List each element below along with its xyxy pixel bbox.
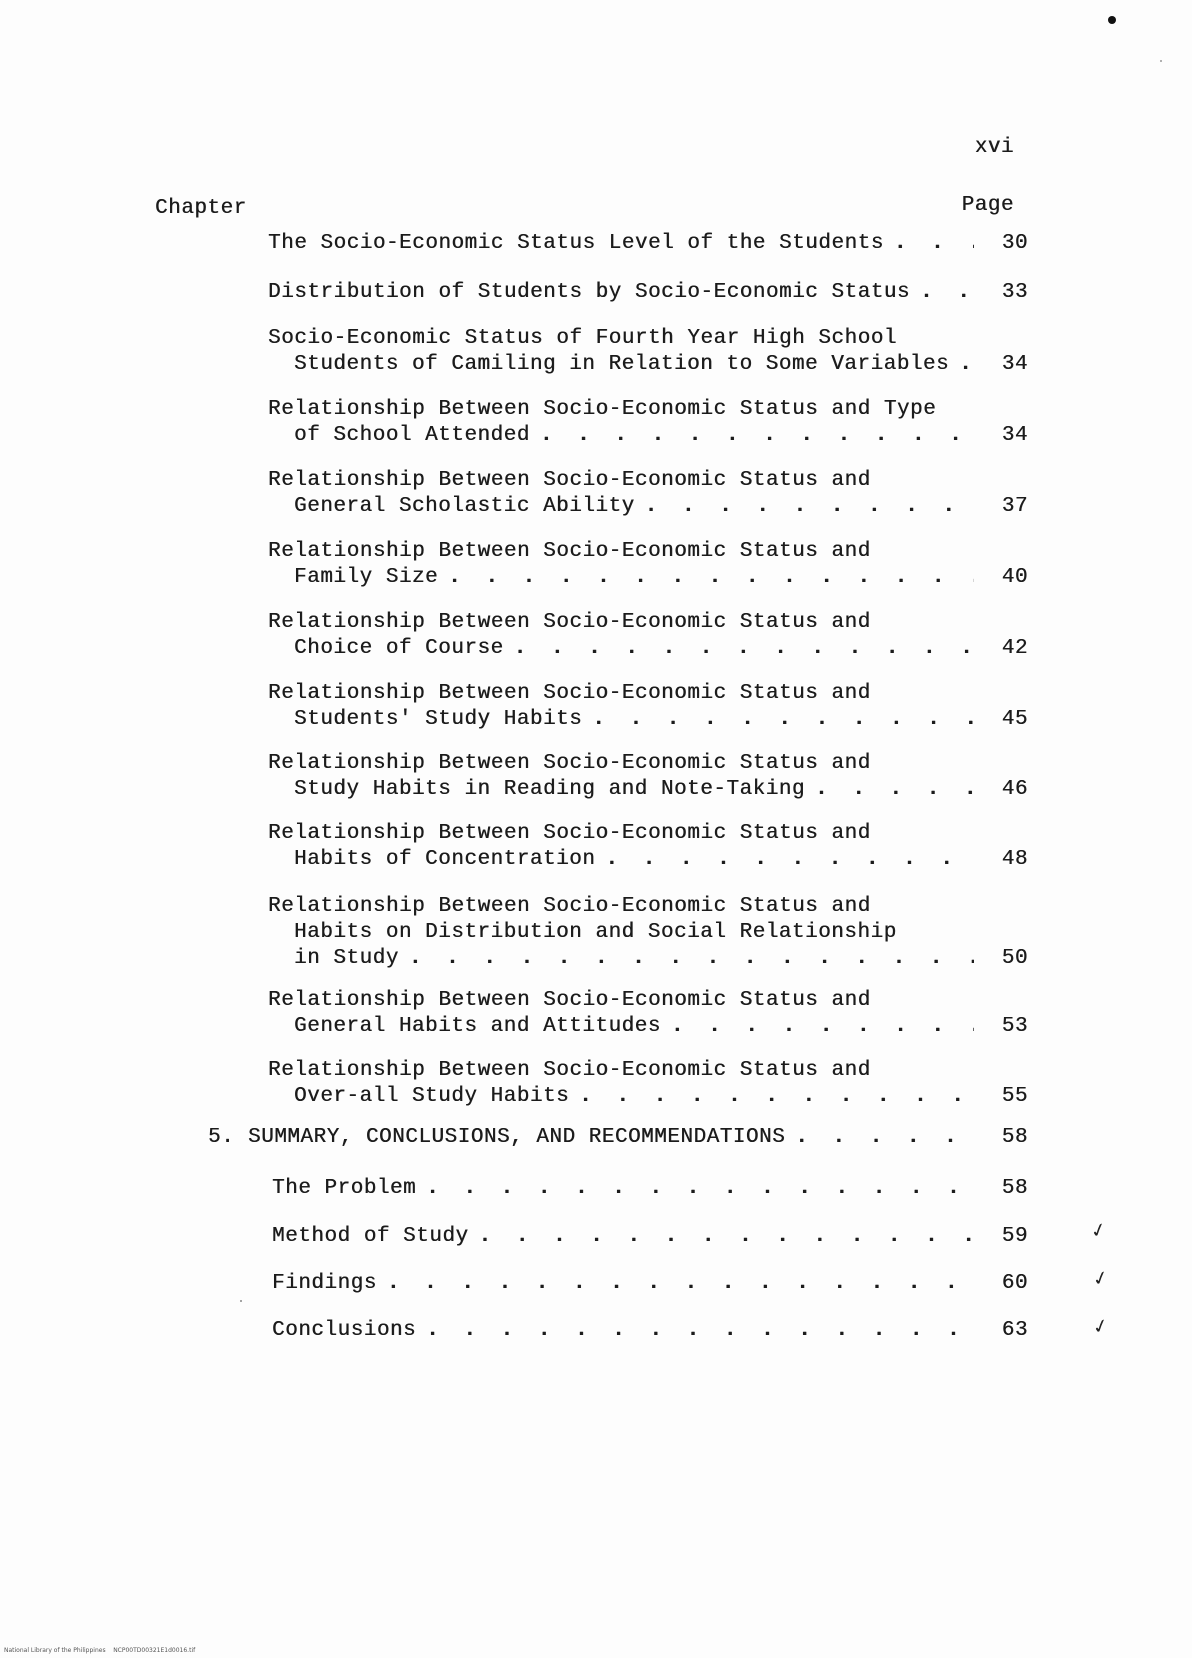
dot-leader	[795, 1125, 974, 1151]
roman-page-number: xvi	[974, 136, 1014, 159]
toc-entry-title: Relationship Between Socio-Economic Status and	[268, 752, 871, 775]
chapter-5-heading	[208, 1125, 1028, 1151]
dot-leader	[815, 777, 974, 803]
toc-entry	[268, 539, 1028, 591]
toc-entry	[268, 231, 1028, 257]
toc-entry-title-cont: General Habits and Attitudes	[294, 1015, 661, 1038]
toc-entry-title-cont: Habits of Concentration	[294, 848, 596, 871]
toc-entry-title-cont: Habits on Distribution and Social Relationship	[294, 921, 897, 944]
dot-leader	[409, 946, 974, 972]
toc-entry-title-cont: Over-all Study Habits	[294, 1085, 570, 1108]
toc-entry-page: 46	[1001, 778, 1028, 801]
toc-entry-title: Distribution of Students by Socio-Economic Status	[268, 281, 911, 304]
dot-leader	[645, 494, 974, 520]
toc-entry-title: Conclusions	[272, 1319, 417, 1342]
dot-leader	[426, 1176, 974, 1202]
toc-entry	[272, 1176, 1028, 1202]
dot-leader	[540, 423, 974, 449]
toc-entry	[272, 1224, 1028, 1250]
toc-entry	[268, 610, 1028, 662]
toc-entry	[272, 1271, 1028, 1297]
toc-entry-page: 55	[1001, 1085, 1028, 1108]
toc-entry-page: 60	[1001, 1272, 1028, 1295]
toc-entry-title-cont: in Study	[294, 947, 399, 970]
chapter-column-header: Chapter	[155, 197, 247, 220]
toc-entry-page: 58	[1001, 1177, 1028, 1200]
dot-leader	[894, 231, 974, 257]
toc-entry-title: Relationship Between Socio-Economic Status and	[268, 895, 871, 918]
toc-entry	[268, 821, 1028, 873]
dot-leader	[387, 1271, 974, 1297]
check-mark-icon: ✓	[1089, 1217, 1109, 1246]
toc-entry-page: 50	[1001, 947, 1028, 970]
dot-leader	[959, 352, 974, 378]
dot-leader	[920, 280, 974, 306]
toc-entry-title: Relationship Between Socio-Economic Status and	[268, 682, 871, 705]
toc-entry-title-cont: Choice of Course	[294, 637, 504, 660]
toc-entry-title: Relationship Between Socio-Economic Status and	[268, 1059, 871, 1082]
toc-entry-page: 53	[1001, 1015, 1028, 1038]
toc-entry-title: Relationship Between Socio-Economic Status and	[268, 540, 871, 563]
toc-entry-page: 33	[1001, 281, 1028, 304]
scan-footer: National Library of the Philippines NCP00TD00321E1d0016.tif	[4, 1647, 196, 1654]
toc-entry-page: 34	[1001, 424, 1028, 447]
chapter-title: SUMMARY, CONCLUSIONS, AND RECOMMENDATIONS	[248, 1126, 786, 1149]
toc-entry-title-cont: of School Attended	[294, 424, 530, 447]
dot-leader	[448, 565, 974, 591]
toc-entry-page: 45	[1001, 708, 1028, 731]
toc-entry-page: 37	[1001, 495, 1028, 518]
toc-entry-title-cont: General Scholastic Ability	[294, 495, 635, 518]
toc-entry	[268, 894, 1028, 972]
toc-entry-title-cont: Family Size	[294, 566, 439, 589]
toc-entry	[272, 1318, 1028, 1344]
dot-leader	[514, 636, 974, 662]
scan-speck	[240, 1300, 242, 1302]
toc-entry	[268, 751, 1028, 803]
toc-entry-page: 59	[1001, 1225, 1028, 1248]
chapter-number: 5.	[208, 1126, 235, 1149]
toc-entry-title-cont: Students' Study Habits	[294, 708, 583, 731]
scan-speck	[1108, 16, 1116, 24]
toc-entry	[268, 280, 1028, 306]
page-column-header: Page	[961, 194, 1014, 217]
toc-entry-page: 40	[1001, 566, 1028, 589]
toc-entry-title: Relationship Between Socio-Economic Status and Type	[268, 398, 937, 421]
dot-leader	[592, 707, 974, 733]
toc-entry-title: The Socio-Economic Status Level of the Students	[268, 232, 884, 255]
toc-entry	[268, 397, 1028, 449]
toc-entry	[268, 468, 1028, 520]
toc-entry-title-cont: Study Habits in Reading and Note-Taking	[294, 778, 805, 801]
toc-entry	[268, 1058, 1028, 1110]
check-mark-icon: ✓	[1091, 1265, 1111, 1294]
toc-entry-title: Relationship Between Socio-Economic Status and	[268, 989, 871, 1012]
toc-entry-page: 34	[1001, 353, 1028, 376]
toc-entry	[268, 326, 1028, 378]
toc-entry-title: Relationship Between Socio-Economic Status and	[268, 822, 871, 845]
toc-entry-title: Relationship Between Socio-Economic Status and	[268, 469, 871, 492]
dot-leader	[579, 1084, 974, 1110]
toc-entry-title-cont: Students of Camiling in Relation to Some Variables	[294, 353, 950, 376]
toc-entry-page: 63	[1001, 1319, 1028, 1342]
chapter-page: 58	[1001, 1126, 1028, 1149]
dot-leader	[671, 1014, 974, 1040]
scan-speck	[1160, 60, 1162, 62]
toc-entry-title: Socio-Economic Status of Fourth Year High School	[268, 327, 897, 350]
toc-entry-page: 42	[1001, 637, 1028, 660]
toc-entry-title: Method of Study	[272, 1225, 469, 1248]
toc-entry-page: 30	[1001, 232, 1028, 255]
dot-leader	[426, 1318, 974, 1344]
dot-leader	[605, 847, 974, 873]
check-mark-icon: ✓	[1091, 1313, 1111, 1342]
toc-entry	[268, 988, 1028, 1040]
toc-entry-page: 48	[1001, 848, 1028, 871]
dot-leader	[479, 1224, 974, 1250]
toc-entry-title: Findings	[272, 1272, 377, 1295]
toc-entry	[268, 681, 1028, 733]
toc-entry-title: Relationship Between Socio-Economic Status and	[268, 611, 871, 634]
toc-entry-title: The Problem	[272, 1177, 417, 1200]
